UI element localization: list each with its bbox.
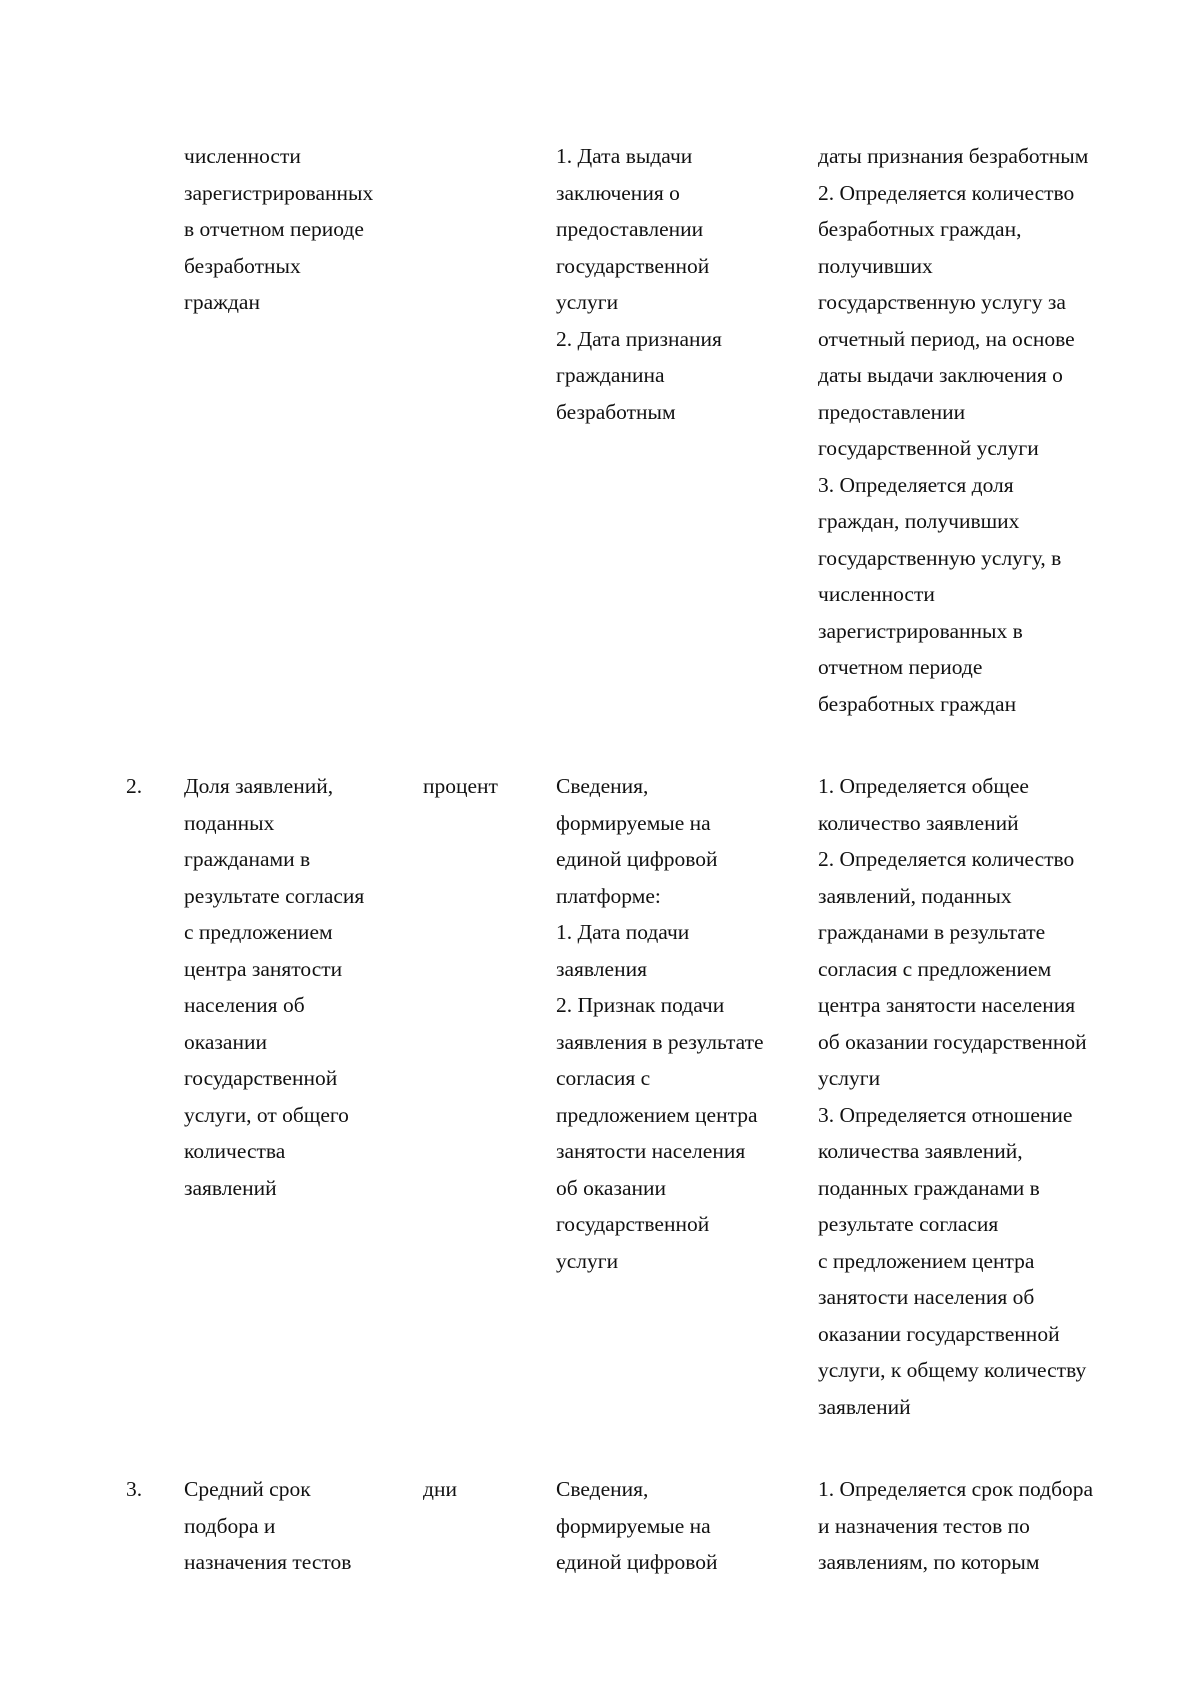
calculation-method: даты признания безработным 2. Определяется количество безработных граждан, получивших государственную услугу за отчетный период, на основе даты выдачи заключения о предоставлении государственной услуги 3. Определяется доля граждан, получивших государственную услугу, в численности зарегистрированных в отчетном периоде безработных граждан <box>818 144 1089 716</box>
calculation-method: 1. Определяется общее количество заявлений 2. Определяется количество заявлений, поданных гражданами в результате согласия с предложением центра занятости населения об оказании государственной услуги 3. Определяется отношение количества заявлений, поданных гражданами в результате согласия с предложением центра занятости населения об оказании государственной услуги, к общему количеству заявлений <box>818 774 1087 1419</box>
data-source: 1. Дата выдачи заключения о предоставлении государственной услуги 2. Дата признания гражданина безработным <box>556 144 722 424</box>
unit-of-measure: процент <box>423 774 498 798</box>
indicator-name: Средний срок подбора и назначения тестов <box>184 1477 352 1574</box>
calculation-method: 1. Определяется срок подбора и назначения тестов по заявлениям, по которым <box>818 1477 1094 1574</box>
data-source: Сведения, формируемые на единой цифровой платформе: 1. Дата подачи заявления 2. Признак подачи заявления в результате согласия с предложением центра занятости населения об оказании государственной услуги <box>556 774 764 1273</box>
indicator-name: численности зарегистрированных в отчетном периоде безработных граждан <box>184 144 374 314</box>
data-source: Сведения, формируемые на единой цифровой <box>556 1477 718 1574</box>
unit-of-measure: дни <box>423 1477 457 1501</box>
row-number: 3. <box>126 1477 143 1501</box>
indicator-name: Доля заявлений, поданных гражданами в результате согласия с предложением центра занятости населения об оказании государственной услуги, от общего количества заявлений <box>184 774 365 1200</box>
row-number: 2. <box>126 774 143 798</box>
